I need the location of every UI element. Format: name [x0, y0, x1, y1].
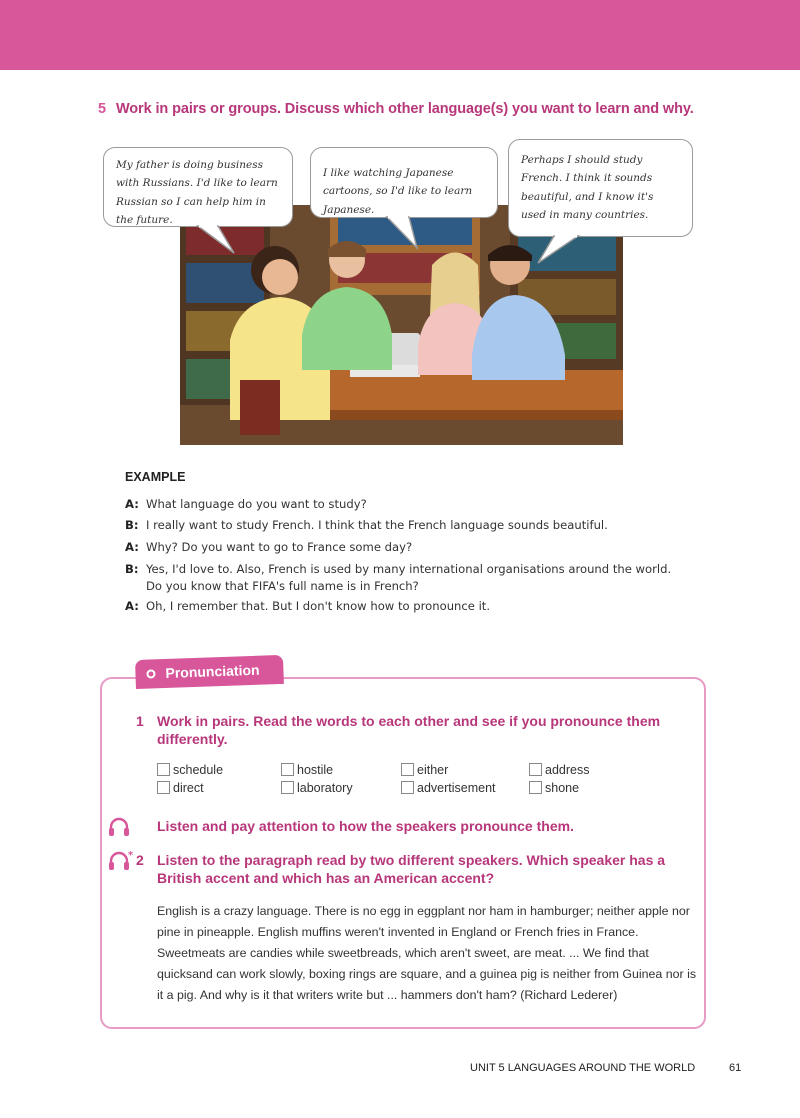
listen-instruction: Listen and pay attention to how the speakers pronounce them.	[157, 818, 574, 834]
task-text: Work in pairs or groups. Discuss which other language(s) you want to learn and why.	[115, 101, 694, 117]
checkbox[interactable]	[157, 781, 170, 794]
speech-bubble-russian: My father is doing business with Russians. I'd like to learn Russian so I can help him in the future.	[103, 147, 293, 227]
task-number: 5	[98, 101, 106, 117]
word-item	[157, 781, 204, 796]
checkbox[interactable]	[281, 781, 294, 794]
question-number: 2	[136, 852, 144, 868]
word-label: direct	[173, 781, 204, 795]
word-label: shone	[545, 781, 580, 795]
speech-bubble-japanese: I like watching Japanese cartoons, so I'd like to learn Japanese.	[310, 147, 498, 218]
dialogue-text: Yes, I'd love to. Also, French is used by many international organisations around the world. Do you know that FIFA's full name is in French?	[146, 562, 672, 593]
dialogue-text: Why? Do you want to go to France some day?	[146, 540, 413, 554]
bubble-tail-3	[532, 235, 582, 265]
headphones-icon[interactable]	[108, 849, 136, 871]
word-item	[401, 781, 496, 796]
speaker-label: B:	[125, 562, 139, 576]
checkbox[interactable]	[401, 781, 414, 794]
word-label: laboratory	[297, 781, 353, 795]
top-color-band	[0, 0, 800, 70]
checkbox[interactable]	[529, 763, 542, 776]
speech-bubble-french: Perhaps I should study French. I think it sounds beautiful, and I know it's used in many countries.	[508, 139, 693, 237]
headphones-icon[interactable]	[108, 817, 130, 837]
dialogue-text: Oh, I remember that. But I don't know how to pronounce it.	[146, 599, 491, 613]
word-item	[281, 763, 333, 778]
svg-text:*: *	[128, 850, 134, 861]
word-label: either	[417, 763, 449, 777]
checkbox[interactable]	[529, 781, 542, 794]
word-item	[157, 763, 223, 778]
dialogue-text: What language do you want to study?	[146, 497, 367, 511]
speaker-label: A:	[125, 497, 139, 511]
word-item	[281, 781, 353, 796]
word-item	[529, 781, 579, 796]
task-5-instruction	[98, 101, 788, 117]
dialogue-line	[125, 598, 725, 615]
dialogue-text: I really want to study French. I think that the French language sounds beautiful.	[146, 518, 608, 532]
word-label: advertisement	[417, 781, 496, 795]
checkbox[interactable]	[281, 763, 294, 776]
dialogue-line	[125, 539, 725, 556]
question-1	[136, 712, 696, 748]
question-text: Work in pairs. Read the words to each other and see if you pronounce them differently.	[157, 713, 661, 747]
speaker-label: A:	[125, 599, 139, 613]
example-heading: EXAMPLE	[125, 470, 186, 484]
checkbox[interactable]	[157, 763, 170, 776]
bubble-tail-2	[385, 216, 425, 250]
word-label: address	[545, 763, 590, 777]
dialogue-line	[125, 517, 725, 534]
pronunciation-tab-label: Pronunciation	[165, 661, 260, 681]
pronunciation-tab	[135, 655, 284, 689]
word-item	[401, 763, 448, 778]
bubble-tail-1	[196, 225, 236, 255]
page-number: 61	[729, 1062, 742, 1074]
unit-footer: UNIT 5 LANGUAGES AROUND THE WORLD	[470, 1062, 696, 1074]
word-item	[529, 763, 589, 778]
question-text: Listen to the paragraph read by two different speakers. Which speaker has a British accent and which has an American accent?	[157, 852, 666, 886]
speaker-label: B:	[125, 518, 139, 532]
reading-passage: English is a crazy language. There is no egg in eggplant nor ham in hamburger; neither apple nor pine in pineapple. English muffins weren't invented in England or French fries in France. Sweetmeats are candies while sweetbreads, which aren't sweet, are meat. ... We find that quicksand can work slowly, boxing rings are square, and a guinea pig is neither from Guinea nor is it a pig. And why is it that writers write but ... hammers don't ham? (Richard Lederer)	[157, 904, 697, 1002]
word-label: hostile	[297, 763, 334, 777]
dialogue-line	[125, 561, 685, 595]
circle-bullet-icon	[146, 669, 155, 678]
question-number: 1	[136, 713, 144, 729]
speaker-label: A:	[125, 540, 139, 554]
checkbox[interactable]	[401, 763, 414, 776]
question-2	[136, 851, 696, 887]
word-label: schedule	[173, 763, 224, 777]
dialogue-line	[125, 496, 725, 513]
